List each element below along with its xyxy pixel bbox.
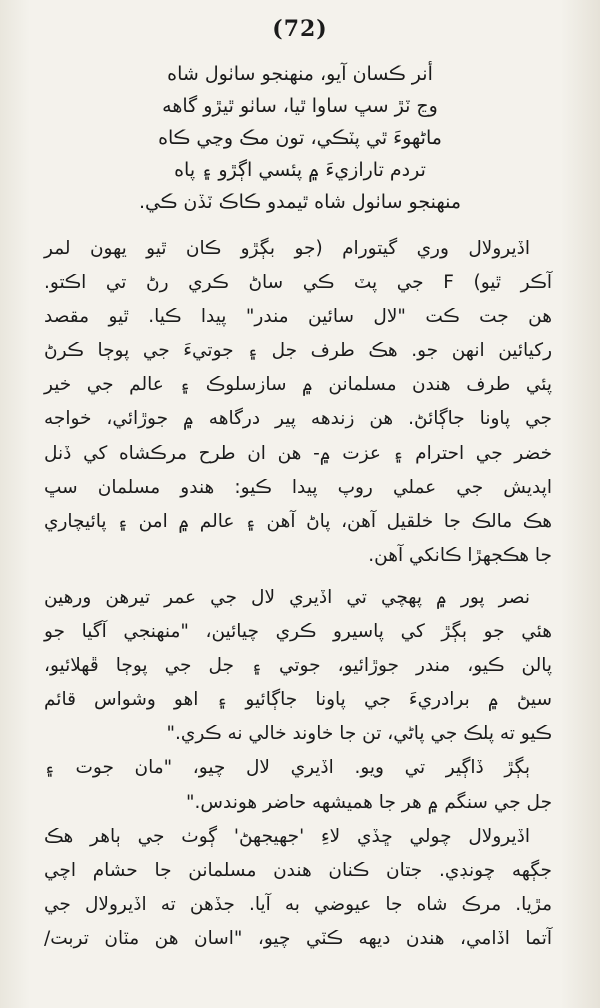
verse-line: ماڻهوءَ ٿي پٽڪي، تون مڪ وڃي ڪاه [158,127,442,149]
prose-line: هن جت ڪت "لال سائين مندر" پيدا ڪيا. ٿيو مقصد [44,306,552,328]
prose-line: مڙيا. مرڪ شاه جا عيوضي به آيا. جڏهن ته اڏيرولال جي [44,893,552,915]
verse-line: أنر ڪسان آيو، منهنجو ساٺول شاه [167,63,433,85]
prose-line: نصر پور ۾ پهچي تي اڏيري لال جي عمر تيرهن ورهين [44,586,530,608]
prose-line: جڳهه چونڊي. جتان ڪنان هندن مسلمانن جا حشام اچي [44,859,552,881]
verse-line: منهنجو ساٺول شاه ٿيمدو ڪاڪ ٽڏن ڪي. [138,191,462,213]
prose-line: جا هڪجهڙا ڪانکي آهن. [368,544,552,566]
prose-line: آتما اڏامي، هندن ديهه ڪٽي چيو، "اسان هن مٽان تربت/ [44,927,552,949]
prose-block [44,232,552,956]
verse-line: تردم تارازيءَ ۾ پئسي اڳڙو ۽ پاه [174,159,426,181]
prose-line: رکيائين انهن جو. هڪ طرف جل ۽ جوتيءَ جي پوڄا ڪرڻ [44,340,552,362]
prose-line: جل جي سنگم ۾ هر جا هميشهه حاضر هوندس." [186,791,552,813]
prose-line: هئي جو ٻڳڙ کي پاسيرو ڪري چيائين، "منهنجي آگيا جو [44,621,552,643]
prose-line: ڪيو ته پلڪ جي پاڻي، تن جا خاوند خالي نه ڪري." [166,723,552,745]
prose-line: اپديش جي عملي روپ پيدا ڪيو: هندو مسلمان سڀ [44,476,552,498]
prose-line: خضر جي احترام ۽ عزت ۾- هن ان طرح مرڪشاه کي ڏنل [44,442,552,464]
verse-line: وڃ ٽڙ سڀ ساوا ٿيا، ساٺو ٿيڙو گاهه [162,95,438,117]
verse-block [60,58,540,218]
prose-line: سيڻ ۾ برادريءَ جي پاونا جاڳائيو ۽ اهو وشواس قائم [44,689,552,711]
page-number: (72) [272,16,328,42]
prose-line: آڪر ٿيو) F جي پٽ ڪي ساڻ ڪري رڻ تي اڪتو. [44,272,552,294]
prose-line: اڏيرولال چولي ڇڏي لاءِ 'جهيجهڻ' ڳوٺ جي ٻاهر هڪ [44,825,530,847]
prose-line: جي پاونا جاڳائڻ. هن زندهه پير درگاهه ۾ جوڙائي، خواجه [44,408,552,430]
prose-line: ٻڳڙ ڏاڳير تي ويو. اڏيري لال چيو، "مان جوت ۽ [44,757,530,779]
prose-line: هڪ مالڪ جا خلقيل آهن، پاڻ آهن ۽ عالم ۾ امن ۽ پائيچاري [44,510,552,532]
prose-line: اڏيرولال وري گيتورام (جو بڳڙو ڪان ٿيو يهون لمر [44,238,530,259]
prose-line: پالن ڪيو، مندر جوڙائيو، جوتي ۽ جل جي پوڄا ڦهلائيو، [44,655,552,677]
prose-line: پئي طرف هندن مسلمانن ۾ سازسلوڪ ۽ عالم جي خير [44,374,552,396]
